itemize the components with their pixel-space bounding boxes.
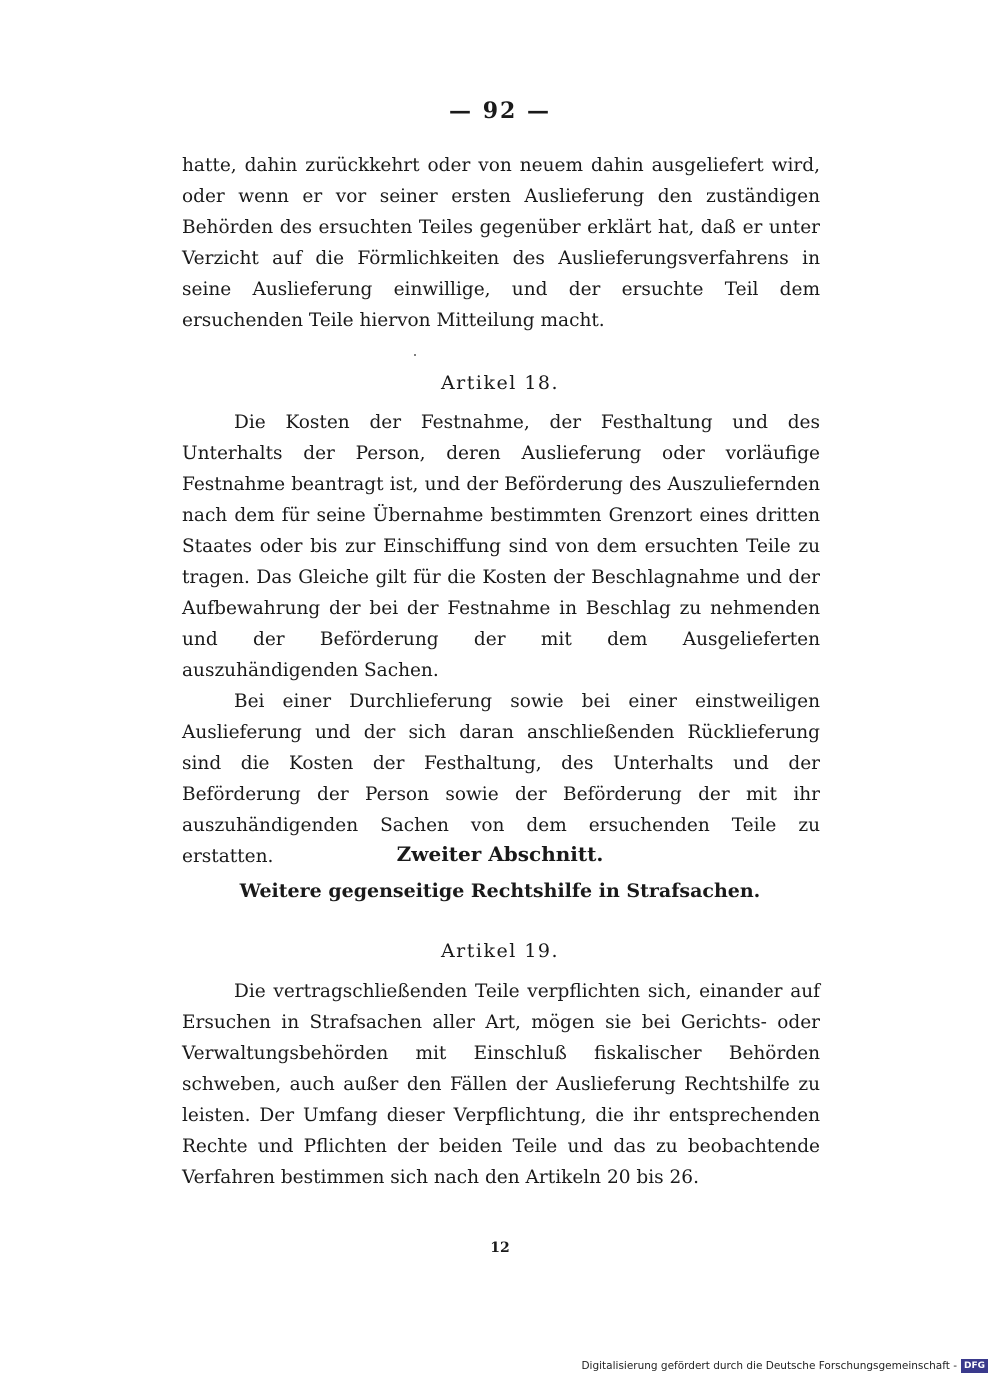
digitization-footer bbox=[581, 1359, 988, 1373]
print-speck bbox=[414, 354, 416, 356]
article-19-paragraph-1: Die vertragschließenden Teile verpflichten sich, einander auf Ersuchen in Strafsachen aller Art, mögen sie bei Gerichts- oder Verwaltungsbehörden mit Einschluß fiskalischer Behörden schweben, auch außer den Fällen der Auslieferung Rechtshilfe zu leisten. Der Umfang dieser Verpflichtung, die ihr entsprechenden Rechte und Pflichten der beiden Teile und das zu beobachtende Verfahren bestimmen sich nach den Artikeln 20 bis 26. bbox=[182, 981, 820, 1188]
continuation-paragraph bbox=[182, 150, 820, 336]
footer-text: Digitalisierung gefördert durch die Deutsche Forschungsgemeinschaft - bbox=[581, 1360, 957, 1372]
section-title: Zweiter Abschnitt. bbox=[396, 842, 604, 866]
article-18-title: Artikel 18. bbox=[440, 372, 560, 394]
dfg-logo-icon: DFG bbox=[961, 1359, 988, 1373]
page-number-header: — 92 — bbox=[449, 98, 551, 124]
article-19-title: Artikel 19. bbox=[440, 940, 560, 962]
continuation-text: hatte, dahin zurückkehrt oder von neuem dahin ausgeliefert wird, oder wenn er vor seiner ersten Auslieferung den zuständigen Behörden des ersuchten Teiles gegenüber erklärt hat, daß er unter Verzicht auf die Förmlichkeiten des Auslieferungsverfahrens in seine Auslieferung einwillige, und der ersuchte Teil dem ersuchenden Teile hiervon Mitteilung macht. bbox=[182, 155, 820, 331]
signature-mark: 12 bbox=[490, 1240, 510, 1256]
article-18-body bbox=[182, 407, 820, 872]
section-subtitle: Weitere gegenseitige Rechtshilfe in Strafsachen. bbox=[239, 880, 761, 902]
article-18-paragraph-2: Bei einer Durchlieferung sowie bei einer einstweiligen Auslieferung und der sich daran anschließenden Rücklieferung sind die Kosten der Festhaltung, des Unterhalts und der Beförderung der Person sowie der Beförderung der mit ihr auszuhändigenden Sachen von dem ersuchenden Teile zu erstatten. bbox=[182, 691, 820, 867]
article-19-body bbox=[182, 976, 820, 1193]
article-18-paragraph-1: Die Kosten der Festnahme, der Festhaltung und des Unterhalts der Person, deren Auslieferung oder vorläufige Festnahme beantragt ist, und der Beförderung des Auszuliefernden nach dem für seine Übernahme bestimmten Grenzort eines dritten Staates oder bis zur Einschiffung sind von dem ersuchten Teile zu tragen. Das Gleiche gilt für die Kosten der Beschlagnahme und der Aufbewahrung der bei der Festnahme in Beschlag zu nehmenden und der Beförderung der mit dem Ausgelieferten auszuhändigenden Sachen. bbox=[182, 412, 820, 681]
